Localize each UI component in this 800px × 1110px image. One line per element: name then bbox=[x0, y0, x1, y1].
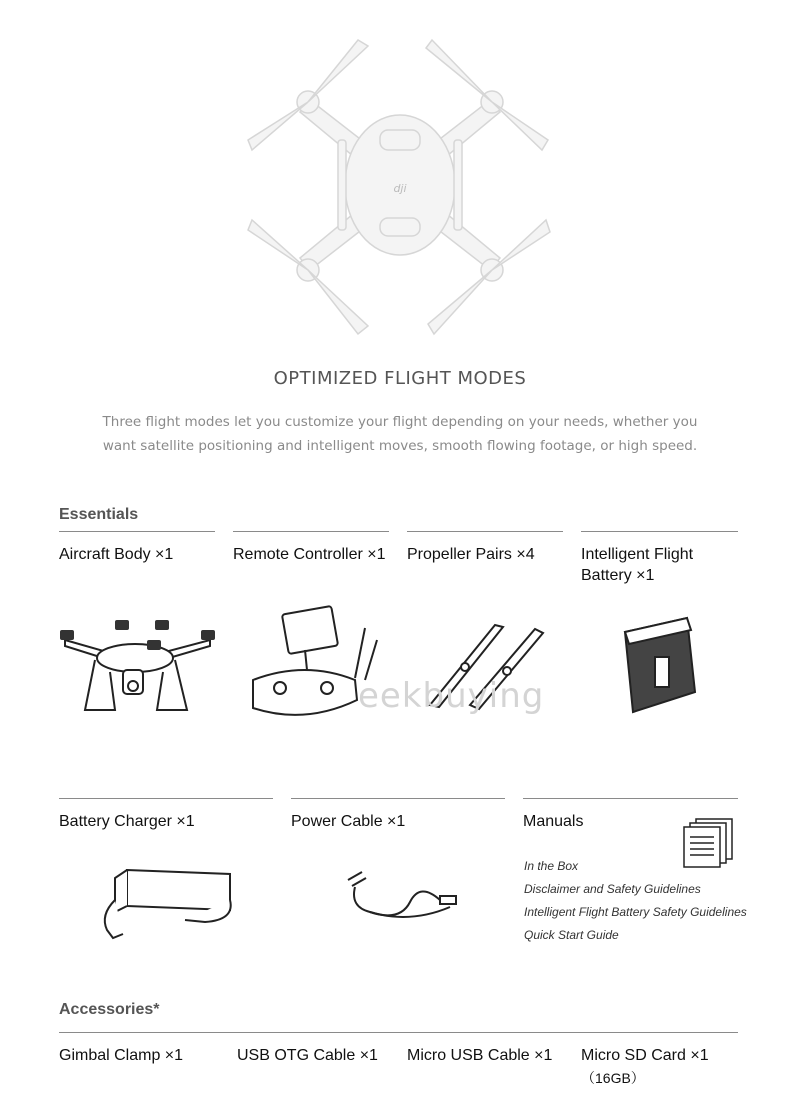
accessory-gimbal-clamp bbox=[59, 1033, 229, 1066]
drone-logo: dji bbox=[393, 182, 407, 195]
aircraft-body-icon bbox=[55, 610, 220, 720]
item-label: Manuals bbox=[523, 813, 584, 830]
item-label: USB OTG Cable ×1 bbox=[237, 1047, 378, 1064]
item-aircraft-body bbox=[59, 531, 215, 565]
accessory-usb-otg-cable bbox=[237, 1033, 402, 1066]
item-propeller-pairs bbox=[407, 531, 563, 565]
accessory-micro-sd-card bbox=[581, 1033, 738, 1090]
battery-icon bbox=[615, 612, 705, 717]
item-label: Power Cable ×1 bbox=[291, 813, 406, 830]
power-cable-icon bbox=[340, 862, 465, 932]
page-subtitle: Three flight modes let you customize your flight depending on your needs, whether you want satellite positioning and intelligent moves, smooth flowing footage, or high speed. bbox=[102, 414, 698, 454]
charger-icon bbox=[95, 860, 240, 945]
item-battery-charger bbox=[59, 798, 273, 832]
item-label: Intelligent Flight Battery ×1 bbox=[581, 546, 694, 584]
page-title: OPTIMIZED FLIGHT MODES bbox=[273, 368, 527, 389]
essentials-heading: Essentials bbox=[59, 506, 139, 523]
item-remote-controller bbox=[233, 531, 389, 565]
item-power-cable bbox=[291, 798, 505, 832]
item-flight-battery bbox=[581, 531, 738, 586]
drone-top-view-icon bbox=[230, 20, 570, 350]
hero-section bbox=[0, 0, 800, 350]
item-note: （16GB） bbox=[581, 1070, 645, 1086]
manual-item: Quick Start Guide bbox=[524, 928, 619, 942]
item-label: Propeller Pairs ×4 bbox=[407, 546, 535, 563]
item-label: Micro USB Cable ×1 bbox=[407, 1047, 553, 1064]
watermark: eekbuying bbox=[358, 676, 545, 716]
item-label: Micro SD Card ×1 bbox=[581, 1047, 709, 1064]
accessories-heading: Accessories* bbox=[59, 1001, 160, 1018]
item-label: Aircraft Body ×1 bbox=[59, 546, 174, 563]
item-label: Gimbal Clamp ×1 bbox=[59, 1047, 184, 1064]
accessory-micro-usb-cable bbox=[407, 1033, 577, 1066]
manuals-list bbox=[524, 855, 747, 947]
manual-item: In the Box bbox=[524, 859, 579, 873]
item-label: Battery Charger ×1 bbox=[59, 813, 195, 830]
item-label: Remote Controller ×1 bbox=[233, 546, 386, 563]
manual-item: Intelligent Flight Battery Safety Guidelines bbox=[524, 905, 747, 919]
manual-item: Disclaimer and Safety Guidelines bbox=[524, 882, 701, 896]
